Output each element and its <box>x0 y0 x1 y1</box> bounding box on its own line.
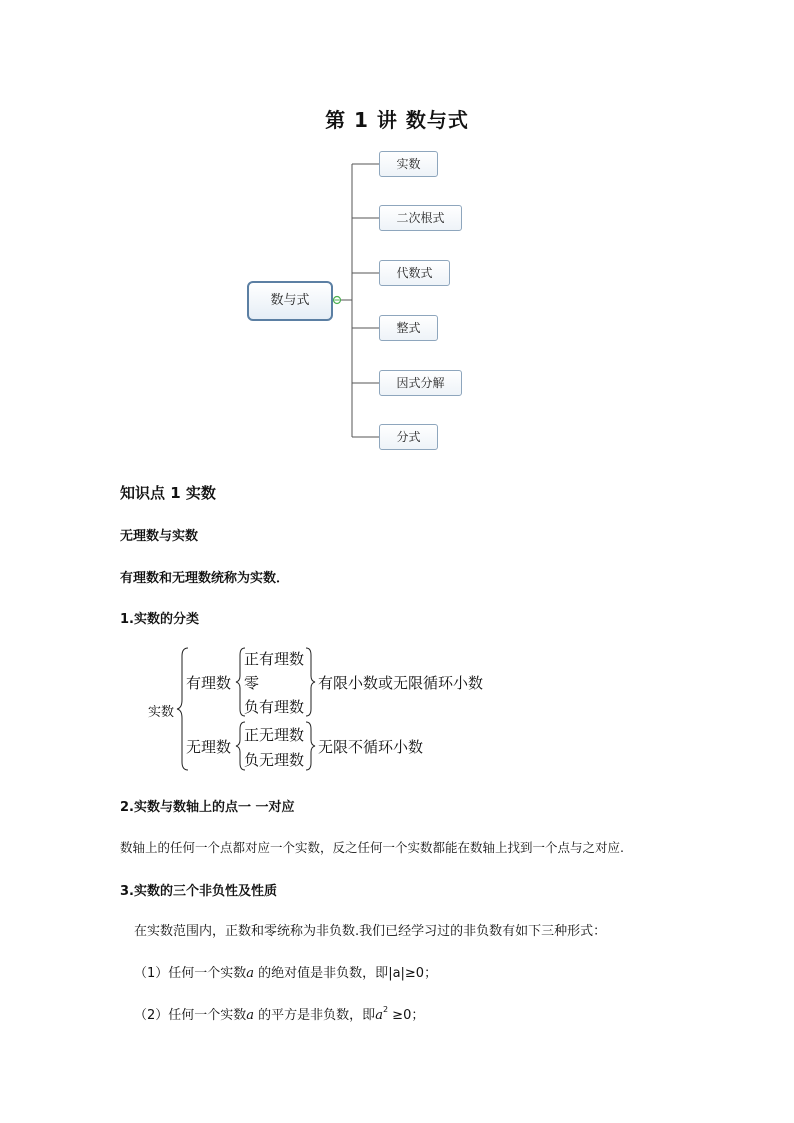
prop2-suffix: ； <box>411 1008 425 1023</box>
class-irrational-note: 无限不循环小数 <box>318 738 424 756</box>
mindmap-node-real-numbers[interactable]: 实数 <box>379 151 438 177</box>
prop1-expr: |a|≥0 <box>388 966 425 981</box>
class-irrational-negative: 负无理数 <box>244 751 305 769</box>
class-rational-note: 有限小数或无限循环小数 <box>318 674 484 692</box>
item2-title: 2.实数与数轴上的点一 一对应 <box>120 800 295 815</box>
class-rational-zero: 零 <box>244 674 260 692</box>
section-heading: 知识点 1 实数 <box>120 484 216 502</box>
class-rational: 有理数 <box>186 674 232 692</box>
class-root-real: 实数 <box>148 705 175 720</box>
prop2-var: a <box>246 1008 255 1023</box>
item2-text: 数轴上的任何一个点都对应一个实数，反之任何一个实数都能在数轴上找到一个点与之对应. <box>120 840 624 855</box>
item1-title: 1.实数的分类 <box>120 612 199 627</box>
item3-intro: 在实数范围内，正数和零统称为非负数.我们已经学习过的非负数有如下三种形式： <box>134 924 607 939</box>
property-1 <box>134 962 437 981</box>
mindmap-node-radicals[interactable]: 二次根式 <box>379 205 462 231</box>
prop1-var: a <box>246 966 255 981</box>
class-rational-negative: 负有理数 <box>244 698 305 716</box>
prop1-middle: 的绝对值是非负数，即 <box>254 966 389 981</box>
class-irrational: 无理数 <box>186 738 232 756</box>
item3-title: 3.实数的三个非负性及性质 <box>120 884 277 899</box>
prop2-expr-base: a <box>375 1008 383 1023</box>
prop2-expr-rest: ≥0 <box>388 1008 412 1023</box>
mindmap-node-fractions[interactable]: 分式 <box>379 424 438 450</box>
mindmap-node-polynomials[interactable]: 整式 <box>379 315 438 341</box>
page-title: 第 1 讲 数与式 <box>325 108 469 132</box>
mindmap-root-node[interactable]: 数与式 <box>247 281 333 321</box>
class-irrational-positive: 正无理数 <box>244 726 305 744</box>
prop1-suffix: ； <box>424 966 438 981</box>
prop1-prefix: （1）任何一个实数 <box>134 966 247 981</box>
mindmap-node-factorization[interactable]: 因式分解 <box>379 370 462 396</box>
prop2-prefix: （2）任何一个实数 <box>134 1008 247 1023</box>
subsection-heading: 无理数与实数 <box>120 529 199 544</box>
prop2-middle: 的平方是非负数，即 <box>254 1008 376 1023</box>
definition-text: 有理数和无理数统称为实数． <box>120 571 290 586</box>
class-rational-positive: 正有理数 <box>244 650 305 668</box>
property-2 <box>134 1004 424 1023</box>
prop2-expr-exp: 2 <box>382 1005 389 1014</box>
mindmap-node-algebraic-expr[interactable]: 代数式 <box>379 260 450 286</box>
